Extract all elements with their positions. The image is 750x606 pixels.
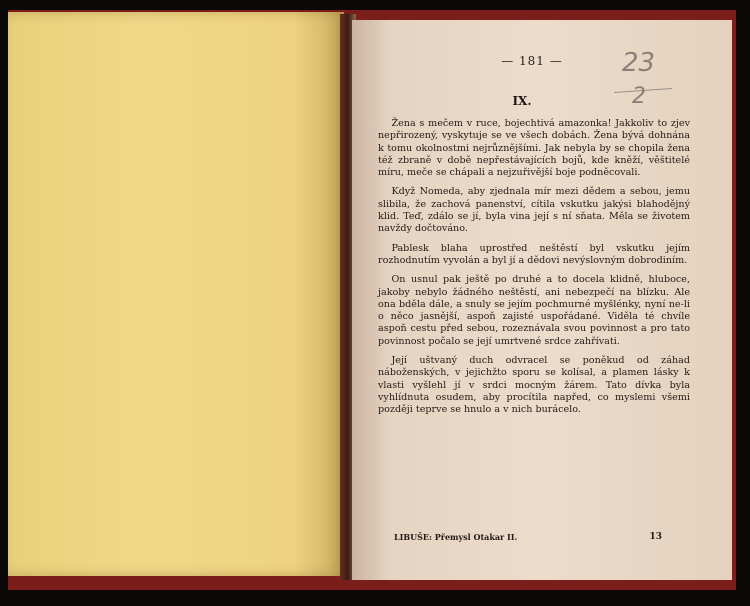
paragraph: Pablesk blaha uprostřed neštěstí byl vskutku jejím rozhodnutím vyvolán a byl jí a dědovi nevýslovným dobrodiním. [378,242,690,266]
paragraph: Její uštvaný duch odvracel se poněkud od záhad náboženských, v jejichžto sporu se kolísal, a plamen lásky k vlasti vyšlehl jí v srdci mocným žárem. Tato dívka byla vyhlídnuta osudem, aby procítila napřed, co myslemi všemi později teprve se hnulo a v nich burácelo. [378,355,690,416]
left-page-blank [8,12,344,576]
page-number: — 181 — [501,54,563,68]
paragraph: Když Nomeda, aby zjednala mír mezi dědem a sebou, jemu slibila, že zachová panenství, cítila vskutku jakýsi blahodějný klid. Teď, zdálo se jí, byla vina její s ní sňata. Měla se životem navždy dočtováno. [378,186,690,235]
body-text [378,118,690,424]
pencil-annotation-bottom: 2 [632,84,646,109]
chapter-heading: IX. [512,94,532,108]
right-page [352,20,732,580]
paragraph: Žena s mečem v ruce, bojechtivá amazonka! Jakkoliv to zjev nepřirozený, vyskytuje se ve všech dobách. Žena bývá dohnána k tomu okolnostmi nejrůznějšími. Jak nebyla by se chopila žena též zbraně v době nepřestávajících bojů, kde kněží, věštitelé míru, meče se chápali a nejzuřivější boje podněcovali. [378,118,690,179]
pencil-annotation-top: 23 [622,48,656,78]
footer-signature: LIBUŠE: Přemysl Otakar II. [394,532,518,542]
footer-sheet-number: 13 [649,532,662,542]
paragraph: On usnul pak ještě po druhé a to docela klidně, hluboce, jakoby nebylo žádného neštěstí, ani nebezpečí na blízku. Ale ona bděla dále, a snuly se jejím pochmurné myšlénky, nyní ne-li o něco jasnější, aspoň zajisté uspořádané. Viděla té chvíle aspoň cestu před sebou, rozeznávala svou povinnost a pro tato povinnost počalo se její umrtvené srdce zahřívati. [378,274,690,347]
